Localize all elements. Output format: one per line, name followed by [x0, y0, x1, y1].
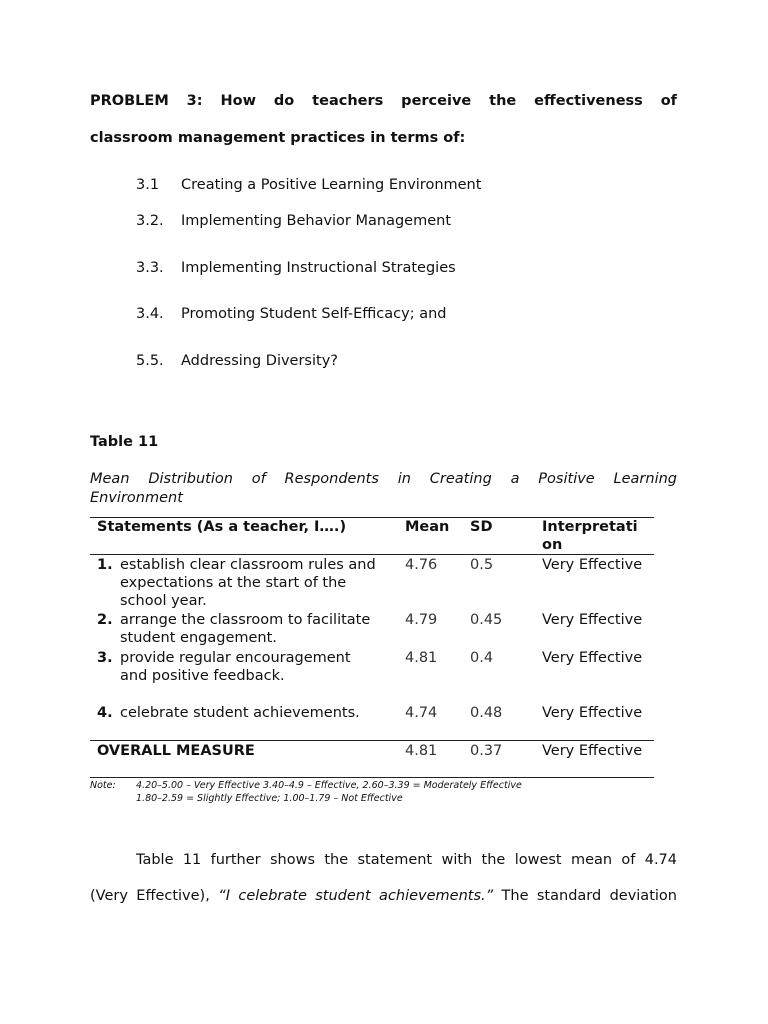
row-statement	[120, 556, 376, 610]
subitem-number: 5.5.	[136, 353, 164, 369]
subitem-number: 3.3.	[136, 260, 164, 276]
row-number: 1.	[97, 557, 113, 573]
subitem	[136, 259, 456, 277]
paragraph-line2-pre: (Very Effective),	[90, 888, 219, 904]
subitem	[136, 176, 481, 194]
subitem-label: Promoting Student Self-Efficacy; and	[181, 306, 447, 322]
row-interpretation: Very Effective	[542, 650, 643, 666]
row-number: 4.	[97, 705, 113, 721]
paragraph-line1	[90, 851, 677, 869]
header-interpretation-line2: on	[542, 537, 563, 553]
table-bottom-rule	[90, 777, 654, 778]
row-number: 3.	[97, 650, 113, 666]
overall-sd: 0.37	[470, 743, 503, 759]
row-interpretation: Very Effective	[542, 705, 643, 721]
table-overall-rule	[90, 740, 654, 741]
subitem	[136, 305, 446, 323]
header-sd: SD	[470, 519, 493, 535]
table-header-rule	[90, 554, 654, 555]
note-line1: 4.20–5.00 – Very Effective 3.40–4.9 – Effective, 2.60–3.39 = Moderately Effective	[136, 780, 522, 791]
overall-mean: 4.81	[405, 743, 438, 759]
problem-heading-line1: PROBLEM 3: How do teachers perceive the effectiveness of	[90, 93, 677, 109]
paragraph-quote: “I celebrate student achievements.”	[218, 888, 494, 904]
row-statement	[120, 611, 370, 647]
table-note	[90, 779, 522, 805]
problem-heading-line2: classroom management practices in terms of:	[90, 130, 466, 146]
row-statement-line: and positive feedback.	[120, 668, 285, 684]
row-interpretation: Very Effective	[542, 557, 643, 573]
overall-interpretation: Very Effective	[542, 743, 643, 759]
row-sd: 0.5	[470, 557, 494, 573]
subitem-label: Implementing Behavior Management	[181, 213, 452, 229]
row-statement-line: arrange the classroom to facilitate	[120, 612, 371, 628]
subitem-number: 3.2.	[136, 213, 164, 229]
subitem-number: 3.1	[136, 177, 160, 193]
row-interpretation: Very Effective	[542, 612, 643, 628]
row-statement-line: celebrate student achievements.	[120, 705, 360, 721]
header-mean: Mean	[405, 519, 450, 535]
row-mean: 4.81	[405, 650, 438, 666]
subitem	[136, 212, 451, 230]
row-mean: 4.76	[405, 557, 438, 573]
table-caption-line2: Environment	[90, 490, 183, 506]
row-statement	[120, 704, 360, 722]
row-statement-line: establish clear classroom rules and	[120, 557, 376, 573]
header-interpretation	[542, 518, 638, 554]
table-label: Table 11	[90, 434, 159, 450]
paragraph-line1-text: Table 11 further shows the statement with the lowest mean of 4.74	[136, 852, 677, 868]
row-number: 2.	[97, 612, 113, 628]
row-statement-line: expectations at the start of the	[120, 575, 347, 591]
note-line2: 1.80–2.59 = Slightly Effective; 1.00–1.79 – Not Effective	[136, 793, 403, 804]
subitem-number: 3.4.	[136, 306, 164, 322]
header-statements: Statements (As a teacher, I….)	[97, 519, 347, 535]
row-sd: 0.4	[470, 650, 494, 666]
table-caption	[90, 470, 677, 508]
subitem-label: Implementing Instructional Strategies	[181, 260, 456, 276]
overall-label: OVERALL MEASURE	[97, 743, 255, 759]
row-statement-line: provide regular encouragement	[120, 650, 351, 666]
paragraph-line2	[90, 887, 677, 905]
header-interpretation-line1: Interpretati	[542, 519, 638, 535]
row-mean: 4.79	[405, 612, 438, 628]
row-sd: 0.48	[470, 705, 503, 721]
row-mean: 4.74	[405, 705, 438, 721]
row-sd: 0.45	[470, 612, 503, 628]
subitem	[136, 352, 338, 370]
paragraph-line2-post: The standard deviation	[493, 888, 677, 904]
row-statement-line: student engagement.	[120, 630, 277, 646]
subitem-label: Addressing Diversity?	[181, 353, 338, 369]
row-statement	[120, 649, 351, 685]
note-label: Note:	[90, 780, 116, 791]
subitem-label: Creating a Positive Learning Environment	[181, 177, 482, 193]
table-caption-line1: Mean Distribution of Respondents in Creating a Positive Learning	[90, 471, 677, 487]
row-statement-line: school year.	[120, 593, 207, 609]
